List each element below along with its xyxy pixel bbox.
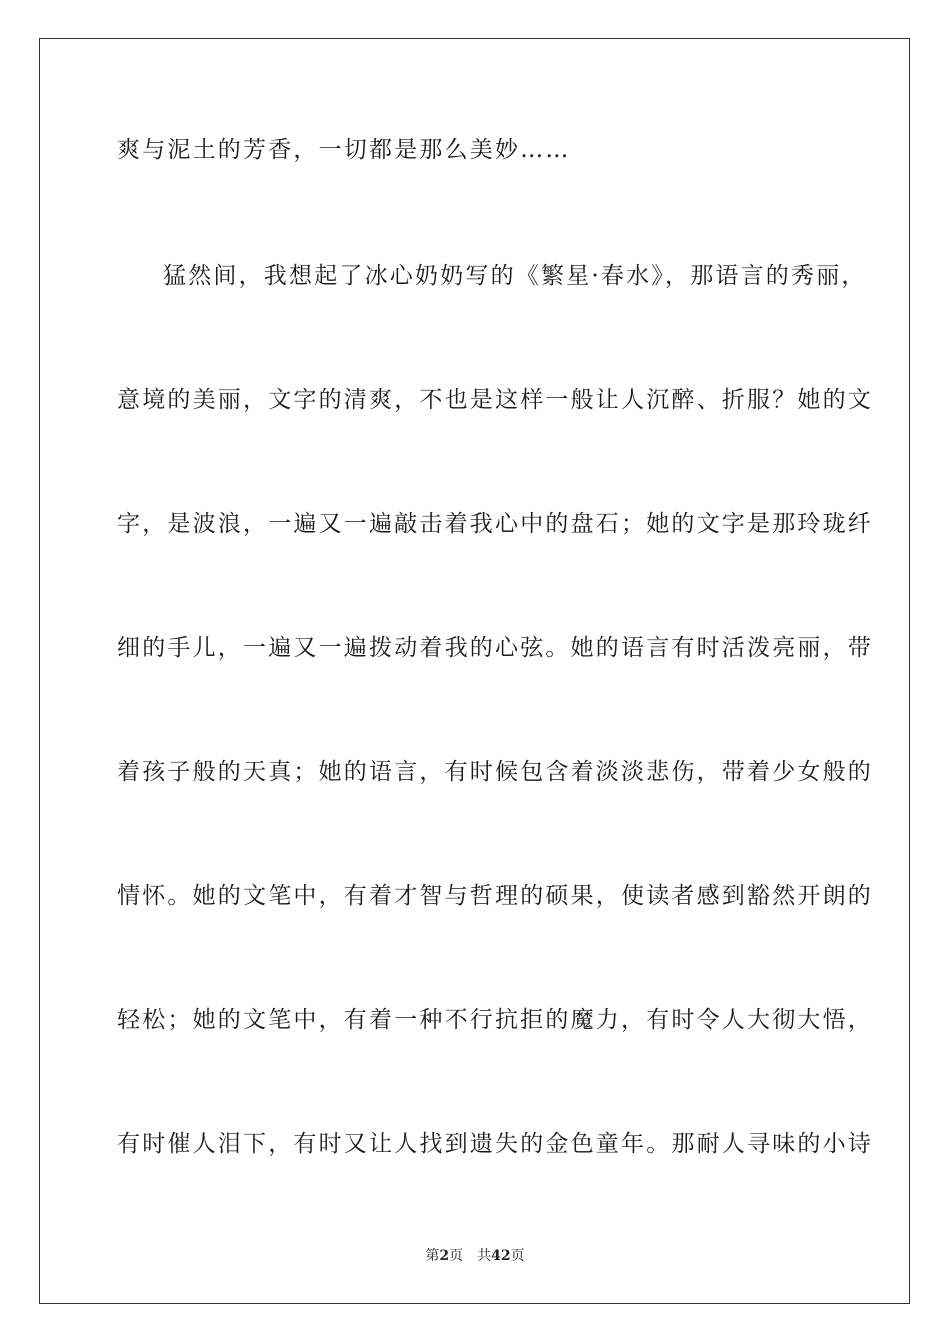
page-border [39,38,910,1304]
text-line-5: 细的手儿，一遍又一遍拨动着我的心弦。她的语言有时活泼亮丽，带 [117,635,873,661]
text-line-6: 着孩子般的天真；她的语言，有时候包含着淡淡悲伤，带着少女般的 [117,759,873,785]
page-prefix: 第 [425,1248,440,1264]
page-footer [0,1247,950,1265]
text-line-3: 意境的美丽，文字的清爽，不也是这样一般让人沉醉、折服？她的文 [117,387,873,413]
text-line-9: 有时催人泪下，有时又让人找到遗失的金色童年。那耐人寻味的小诗 [117,1131,873,1157]
total-prefix: 共 [477,1248,492,1264]
total-suffix: 页 [510,1248,525,1264]
total-pages: 42 [491,1248,511,1264]
text-line-8: 轻松；她的文笔中，有着一种不行抗拒的魔力，有时令人大彻大悟， [117,1007,873,1033]
paragraph-start-line: 猛然间，我想起了冰心奶奶写的《繁星·春水》，那语言的秀丽， [163,263,867,289]
text-line-1: 爽与泥土的芳香，一切都是那么美妙…… [117,137,571,163]
text-line-4: 字，是波浪，一遍又一遍敲击着我心中的盘石；她的文字是那玲珑纤 [117,511,873,537]
text-line-7: 情怀。她的文笔中，有着才智与哲理的硕果，使读者感到豁然开朗的 [117,883,873,909]
page-number: 2 [439,1248,450,1264]
page-suffix: 页 [449,1248,464,1264]
